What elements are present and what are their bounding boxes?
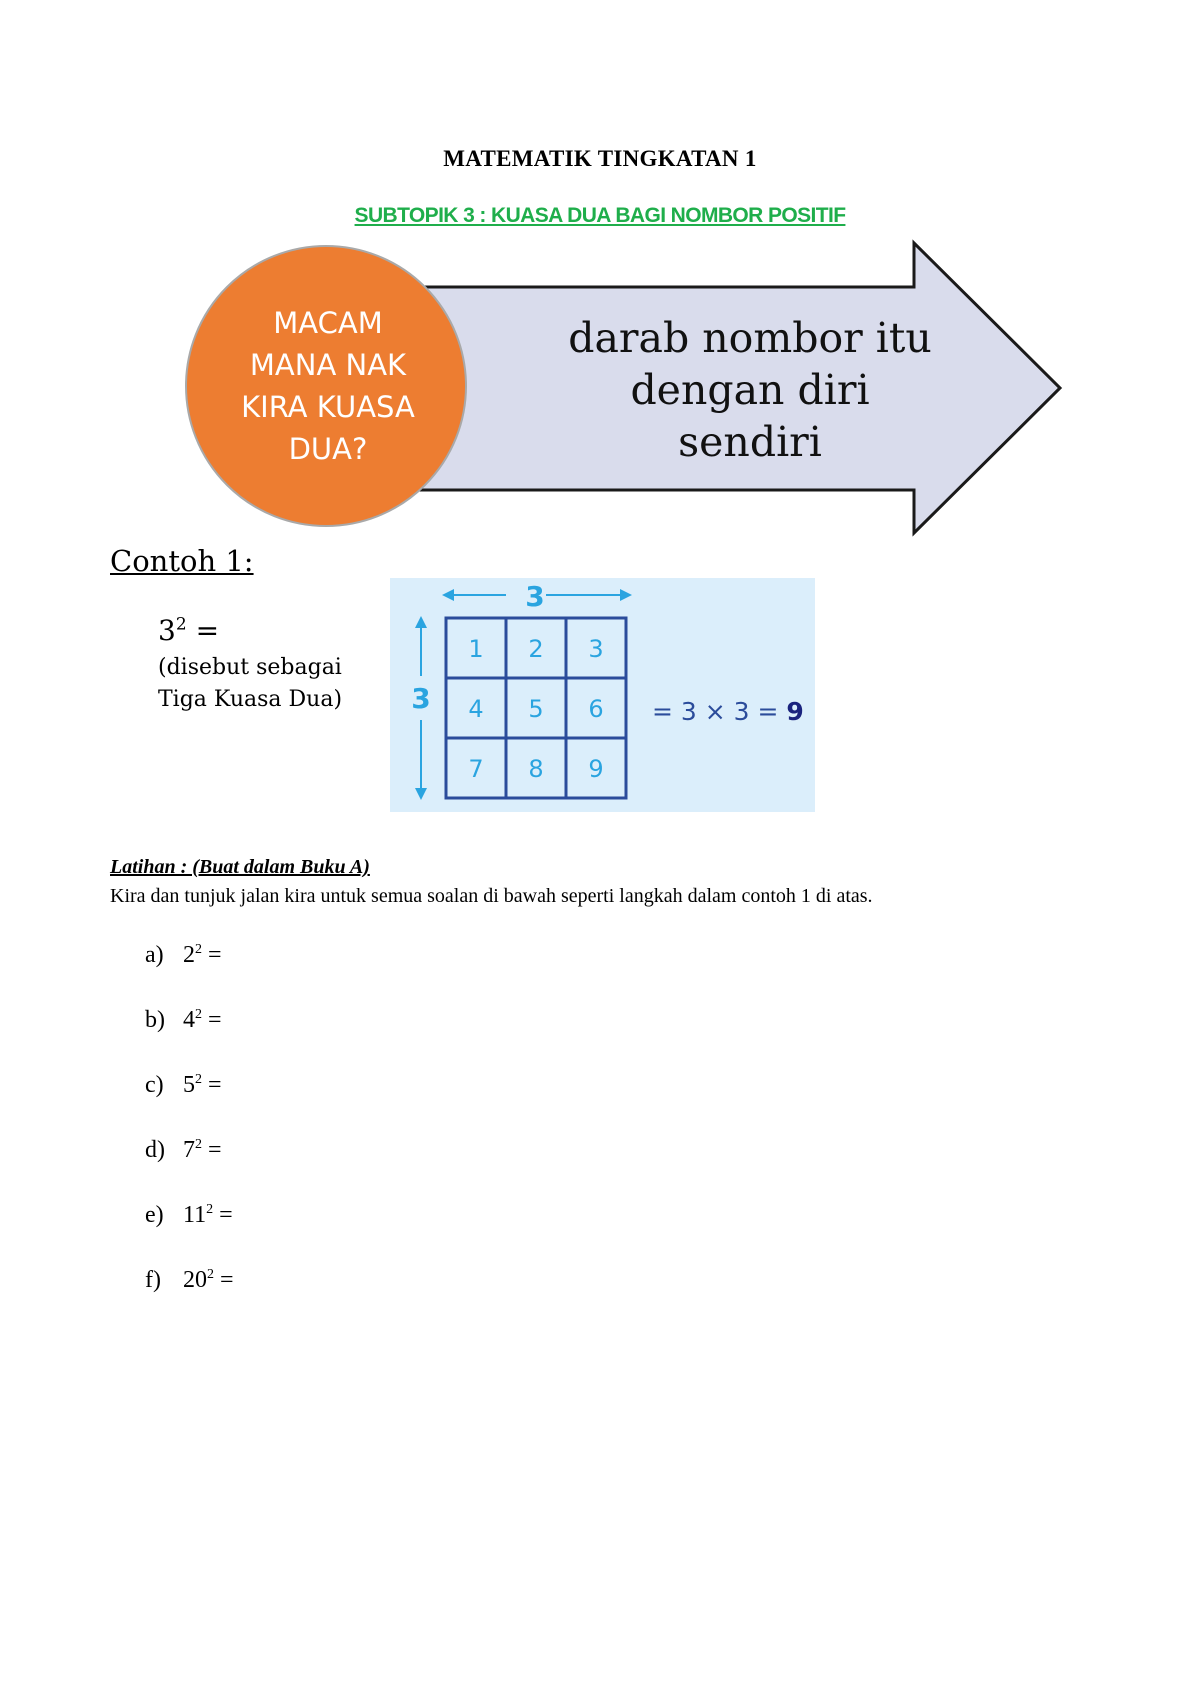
arrow-line: darab nombor itu xyxy=(568,314,932,362)
note-line: (disebut sebagai xyxy=(158,655,342,680)
question-label: d) xyxy=(145,1137,165,1163)
question-exponent: 2 xyxy=(195,1137,202,1152)
question-base: 11 xyxy=(183,1202,207,1228)
question-item xyxy=(145,1267,234,1294)
arrow-line: dengan diri xyxy=(630,366,870,414)
grid-cell-number: 3 xyxy=(588,635,604,663)
circle-line: DUA? xyxy=(288,432,368,466)
grid-cell-number: 6 xyxy=(588,695,604,723)
subtopic-heading: SUBTOPIK 3 : KUASA DUA BAGI NOMBOR POSITIF xyxy=(354,204,846,227)
question-item xyxy=(145,942,222,969)
question-item xyxy=(145,1202,233,1229)
page-title: MATEMATIK TINGKATAN 1 xyxy=(443,146,757,171)
grid-cell-number: 9 xyxy=(588,755,604,783)
question-equals: = xyxy=(208,1137,222,1163)
circle-line: MACAM xyxy=(273,306,383,340)
question-exponent: 2 xyxy=(195,1072,202,1087)
grid-cell-number: 5 xyxy=(528,695,544,723)
exercise-heading: Latihan : (Buat dalam Buku A) xyxy=(110,856,370,878)
question-label: b) xyxy=(145,1007,165,1033)
grid-cell-number: 1 xyxy=(468,635,484,663)
arrow-line: sendiri xyxy=(678,418,822,466)
question-base: 2 xyxy=(183,942,195,968)
question-exponent: 2 xyxy=(195,1007,202,1022)
grid-cell-number: 8 xyxy=(528,755,544,783)
example-heading: Contoh 1: xyxy=(110,544,254,578)
circle-question-text xyxy=(188,302,468,470)
grid-cell-number: 4 xyxy=(468,695,484,723)
note-line: Tiga Kuasa Dua) xyxy=(158,687,343,712)
question-equals: = xyxy=(208,942,222,968)
question-base: 4 xyxy=(183,1007,195,1033)
width-label: 3 xyxy=(525,580,545,613)
example-equals: = xyxy=(195,614,220,647)
question-label: a) xyxy=(145,942,164,968)
question-base: 20 xyxy=(183,1267,207,1293)
equation xyxy=(652,697,804,726)
question-item xyxy=(145,1072,222,1099)
example-expression xyxy=(158,614,219,647)
question-exponent: 2 xyxy=(207,1267,214,1282)
height-label: 3 xyxy=(411,682,431,715)
concept-arrow-graphic xyxy=(0,0,1200,560)
question-equals: = xyxy=(208,1007,222,1033)
equation-prefix: = 3 × 3 = xyxy=(652,697,779,726)
square-grid-figure xyxy=(390,578,815,812)
circle-line: KIRA KUASA xyxy=(241,390,415,424)
example-exponent: 2 xyxy=(175,614,187,635)
grid-cell-number: 2 xyxy=(528,635,544,663)
question-equals: = xyxy=(208,1072,222,1098)
question-label: e) xyxy=(145,1202,164,1228)
arrow-answer-text xyxy=(500,312,1000,468)
question-base: 5 xyxy=(183,1072,195,1098)
question-equals: = xyxy=(219,1202,233,1228)
question-exponent: 2 xyxy=(206,1202,214,1217)
question-label: f) xyxy=(145,1267,161,1293)
grid-cell-number: 7 xyxy=(468,755,484,783)
question-item xyxy=(145,1137,222,1164)
question-item xyxy=(145,1007,222,1034)
equation-result: 9 xyxy=(786,697,804,726)
question-exponent: 2 xyxy=(195,942,202,957)
example-note xyxy=(158,652,342,716)
exercise-instruction: Kira dan tunjuk jalan kira untuk semua soalan di bawah seperti langkah dalam contoh 1 di atas. xyxy=(110,885,873,907)
example-base: 3 xyxy=(158,614,176,647)
question-label: c) xyxy=(145,1072,164,1098)
question-equals: = xyxy=(220,1267,234,1293)
question-base: 7 xyxy=(183,1137,195,1163)
circle-line: MANA NAK xyxy=(249,348,407,382)
